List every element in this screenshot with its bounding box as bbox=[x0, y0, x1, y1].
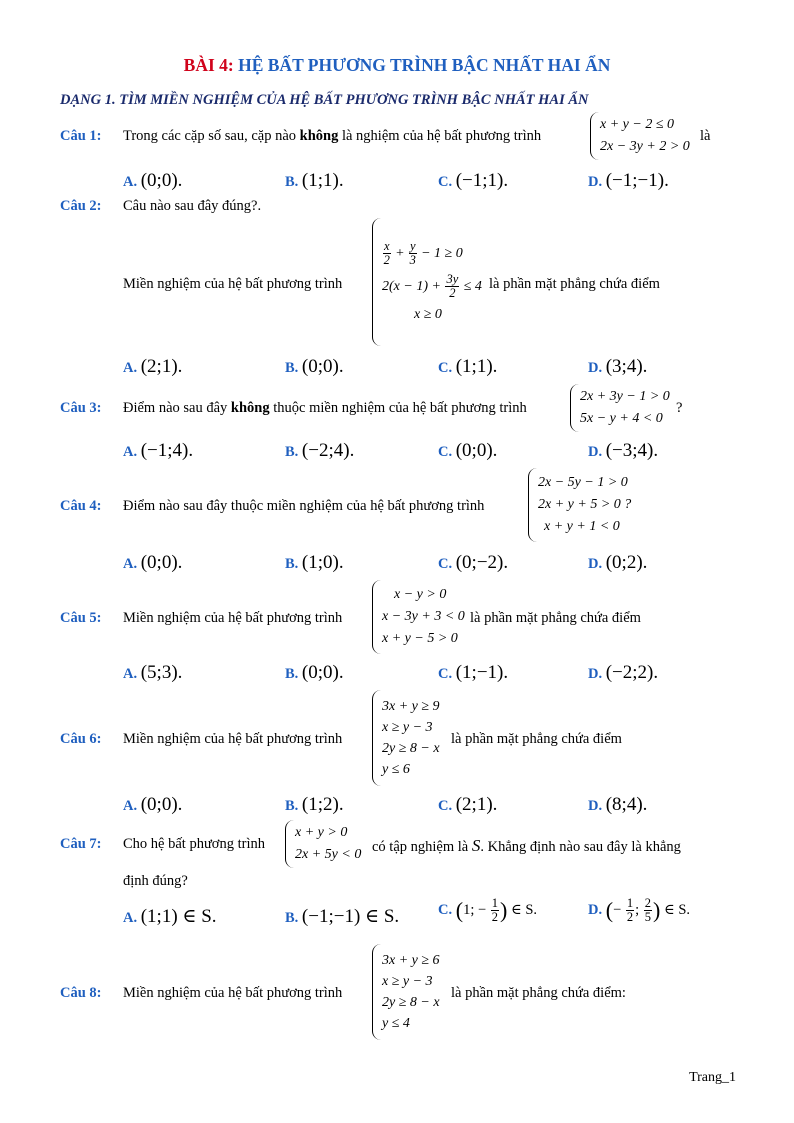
q7-option-d[interactable]: D. (− $\frac{1}{2}$ ; $\frac{2}{5}$ ) ∈ S. bbox=[588, 896, 691, 925]
q4-option-d[interactable]: D. (0;2). bbox=[588, 552, 648, 573]
q3-option-b[interactable]: B. (−2;4). bbox=[285, 440, 355, 461]
q6-stem: Miền nghiệm của hệ bất phương trình bbox=[123, 731, 343, 747]
page-title bbox=[0, 55, 794, 76]
q7-stem-line2: định đúng? bbox=[123, 873, 188, 889]
lesson-title: HỆ BẤT PHƯƠNG TRÌNH BẬC NHẤT HAI ẨN bbox=[238, 55, 611, 75]
q5-option-d[interactable]: D. (−2;2). bbox=[588, 662, 659, 683]
page-number: Trang_1 bbox=[689, 1070, 736, 1085]
q1-option-c[interactable]: C. (−1;1). bbox=[438, 170, 509, 191]
q5-tail: là phần mặt phẳng chứa điểm bbox=[470, 610, 641, 626]
q3-option-c[interactable]: C. (0;0). bbox=[438, 440, 498, 461]
q7-stem: Cho hệ bất phương trình bbox=[123, 836, 265, 852]
q1-option-b[interactable]: B. (1;1). bbox=[285, 170, 344, 191]
q4-option-c[interactable]: C. (0;−2). bbox=[438, 552, 509, 573]
q3-system: 2x + 3y − 1 > 0 5x − y + 4 < 0 bbox=[570, 384, 670, 432]
q6-system: 3x + y ≥ 9 x ≥ y − 3 2y ≥ 8 − x y ≤ 6 bbox=[372, 690, 440, 786]
q6-option-b[interactable]: B. (1;2). bbox=[285, 794, 344, 815]
q3-option-d[interactable]: D. (−3;4). bbox=[588, 440, 659, 461]
lesson-number: BÀI 4: bbox=[183, 55, 234, 75]
q2-question: Câu nào sau đây đúng?. bbox=[123, 198, 262, 214]
q2-option-c[interactable]: C. (1;1). bbox=[438, 356, 498, 377]
q3-option-a[interactable]: A. (−1;4). bbox=[123, 440, 194, 461]
q6-option-a[interactable]: A. (0;0). bbox=[123, 794, 183, 815]
q5-option-b[interactable]: B. (0;0). bbox=[285, 662, 344, 683]
q7-option-b[interactable]: B. (−1;−1) ∈ S. bbox=[285, 906, 400, 927]
q8-tail: là phần mặt phẳng chứa điểm: bbox=[451, 985, 626, 1001]
q5-stem: Miền nghiệm của hệ bất phương trình bbox=[123, 610, 343, 626]
q2-option-d[interactable]: D. (3;4). bbox=[588, 356, 648, 377]
q2-stem: Miền nghiệm của hệ bất phương trình bbox=[123, 276, 343, 292]
q3-stem: Điểm nào sau đây không thuộc miền nghiệm của hệ bất phương trình bbox=[123, 400, 527, 416]
q4-stem: Điểm nào sau đây thuộc miền nghiệm của hệ bất phương trình bbox=[123, 498, 485, 514]
q1-stem: Trong các cặp số sau, cặp nào không là nghiệm của hệ bất phương trình bbox=[123, 128, 542, 144]
q7-stem-cont: có tập nghiệm là S. Khẳng định nào sau đây là khẳng bbox=[372, 836, 681, 855]
q2-tail: là phần mặt phẳng chứa điểm bbox=[489, 276, 660, 292]
q2-system: $\frac{x}{2}$ + $\frac{y}{3}$ − 1 ≥ 0 2(x − 1) + $\frac{3y}{2}$ ≤ 4 x ≥ 0 bbox=[372, 218, 482, 346]
q3-label: Câu 3: bbox=[60, 400, 102, 416]
q5-option-a[interactable]: A. (5;3). bbox=[123, 662, 183, 683]
q1-label: Câu 1: bbox=[60, 128, 102, 144]
q2-label: Câu 2: bbox=[60, 198, 102, 214]
q3-tail: ? bbox=[676, 400, 683, 416]
q1-tail: là bbox=[700, 128, 711, 144]
q8-stem: Miền nghiệm của hệ bất phương trình bbox=[123, 985, 343, 1001]
q5-option-c[interactable]: C. (1;−1). bbox=[438, 662, 509, 683]
q8-label: Câu 8: bbox=[60, 985, 102, 1001]
q2-option-b[interactable]: B. (0;0). bbox=[285, 356, 344, 377]
section-heading: DẠNG 1. TÌM MIỀN NGHIỆM CỦA HỆ BẤT PHƯƠNG TRÌNH BẬC NHẤT HAI ẨN bbox=[60, 92, 589, 108]
q6-option-d[interactable]: D. (8;4). bbox=[588, 794, 648, 815]
q6-label: Câu 6: bbox=[60, 731, 102, 747]
q6-option-c[interactable]: C. (2;1). bbox=[438, 794, 498, 815]
q4-option-b[interactable]: B. (1;0). bbox=[285, 552, 344, 573]
q7-option-a[interactable]: A. (1;1) ∈ S. bbox=[123, 906, 217, 927]
q5-system: x − y > 0 x − 3y + 3 < 0 x + y − 5 > 0 bbox=[372, 580, 465, 654]
q1-system: x + y − 2 ≤ 0 2x − 3y + 2 > 0 bbox=[590, 112, 690, 160]
q7-option-c[interactable]: C. (1; − $\frac{1}{2}$ ) ∈ S. bbox=[438, 896, 538, 925]
q4-label: Câu 4: bbox=[60, 498, 102, 514]
q4-system: 2x − 5y − 1 > 0 2x + y + 5 > 0 ? x + y + 1 < 0 bbox=[528, 468, 631, 542]
q8-system: 3x + y ≥ 6 x ≥ y − 3 2y ≥ 8 − x y ≤ 4 bbox=[372, 944, 440, 1040]
q2-option-a[interactable]: A. (2;1). bbox=[123, 356, 183, 377]
q1-option-d[interactable]: D. (−1;−1). bbox=[588, 170, 669, 191]
q5-label: Câu 5: bbox=[60, 610, 102, 626]
q7-label: Câu 7: bbox=[60, 836, 102, 852]
q6-tail: là phần mặt phẳng chứa điểm bbox=[451, 731, 622, 747]
q7-system: x + y > 0 2x + 5y < 0 bbox=[285, 820, 361, 868]
q1-option-a[interactable]: A. (0;0). bbox=[123, 170, 183, 191]
q4-option-a[interactable]: A. (0;0). bbox=[123, 552, 183, 573]
